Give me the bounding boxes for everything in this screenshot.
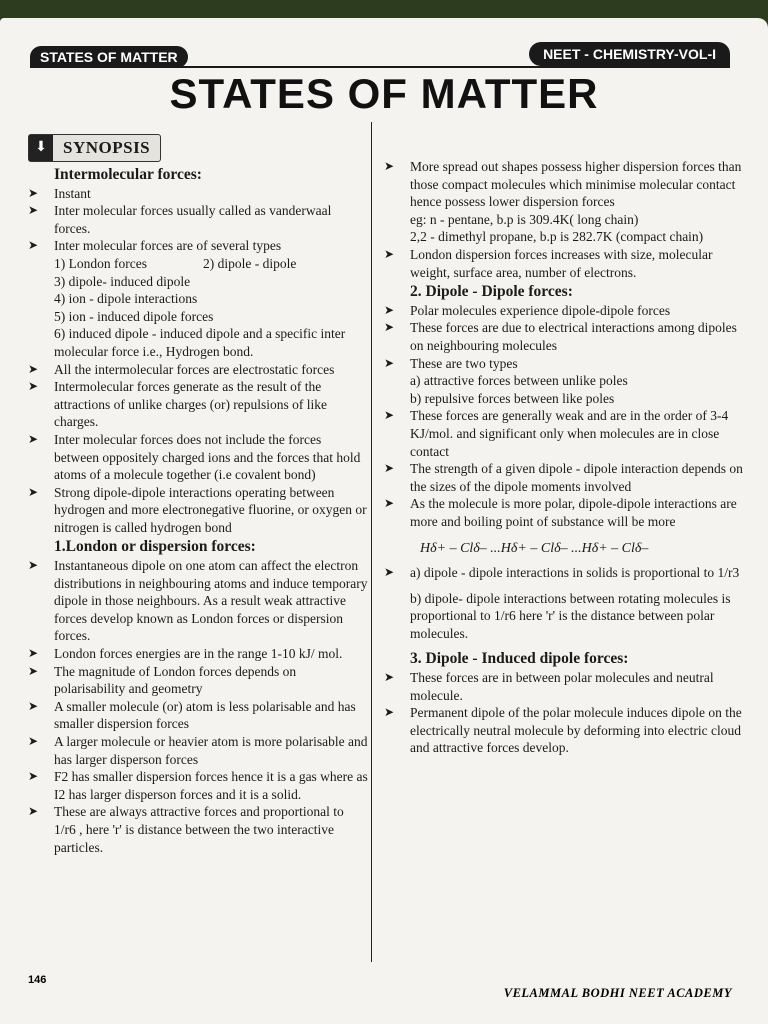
bullet: ➤ Permanent dipole of the polar molecule induces dipole on the electrically neutral molecule by deforming into electric cloud and attractive forces develop. — [384, 705, 742, 756]
bullet: ➤ These are two types — [384, 355, 518, 371]
column-divider — [371, 122, 372, 962]
subsection-heading: 2. Dipole - Dipole forces: — [410, 283, 573, 301]
volume-tab: NEET - CHEMISTRY-VOL-I — [529, 42, 730, 66]
list-item: 4) ion - dipole interactions — [54, 291, 198, 307]
bullet-arrow-icon: ➤ — [28, 698, 39, 713]
bullet-arrow-icon: ➤ — [384, 565, 395, 580]
bullet: ➤ Polar molecules experience dipole-dipole forces — [384, 302, 671, 318]
list-item: a) attractive forces between unlike poles — [410, 373, 628, 389]
bullet-arrow-icon: ➤ — [28, 646, 39, 661]
header-rule — [30, 66, 730, 68]
example-line: eg: n - pentane, b.p is 309.4K( long chain) — [410, 211, 639, 227]
bullet: ➤ Inter molecular forces usually called as vanderwaal forces. — [28, 203, 332, 236]
synopsis-label: SYNOPSIS — [63, 138, 151, 158]
synopsis-badge — [28, 134, 161, 162]
bullet: ➤ Strong dipole-dipole interactions operating between hydrogen and more electronegative fluorine, or oxygen or nitrogen is called hydrogen bond — [28, 484, 367, 535]
list-item: 1) London forces 2) dipole - dipole — [54, 255, 297, 271]
bullet-arrow-icon: ➤ — [28, 361, 39, 376]
publisher-footer: VELAMMAL BODHI NEET ACADEMY — [503, 986, 732, 1000]
bullet: ➤ A larger molecule or heavier atom is more polarisable and has larger disperson forces — [28, 734, 368, 767]
bullet: ➤ Inter molecular forces does not include the forces between oppositely charged ions and the forces that hold atoms of a molecule together (i.e covalent bond) — [28, 431, 361, 483]
page-title: STATES OF MATTER — [169, 70, 599, 117]
bullet: ➤ Intermolecular forces generate as the result of the attractions of unlike charges (or) repulsions of like charges. — [28, 379, 328, 430]
bullet: ➤ The strength of a given dipole - dipole interaction depends on the sizes of the dipole moments involved — [384, 461, 743, 494]
bullet: ➤ These forces are generally weak and are in the order of 3-4 KJ/mol. and significant only when molecules are in close contact — [384, 408, 729, 459]
bullet-arrow-icon: ➤ — [384, 461, 395, 476]
bullet: ➤ a) dipole - dipole interactions in solids is proportional to 1/r3 — [384, 565, 740, 581]
bullet-arrow-icon: ➤ — [28, 558, 39, 573]
left-column — [28, 134, 368, 856]
list-item: 6) induced dipole - induced dipole and a specific inter molecular force i.e., Hydrogen bond. — [54, 326, 346, 359]
bullet-arrow-icon: ➤ — [384, 320, 395, 335]
bullet: ➤ Instant — [28, 185, 91, 201]
subsection-heading: 3. Dipole - Induced dipole forces: — [410, 650, 629, 668]
chapter-tab: STATES OF MATTER — [30, 46, 188, 68]
bullet-arrow-icon: ➤ — [28, 804, 39, 819]
subsection-heading: 1.London or dispersion forces: — [54, 538, 256, 556]
bullet-arrow-icon: ➤ — [384, 159, 395, 173]
bullet-arrow-icon: ➤ — [28, 734, 39, 748]
bullet: ➤ These forces are due to electrical interactions among dipoles on neighbouring molecules — [384, 320, 737, 353]
page-number: 146 — [28, 974, 47, 986]
bullet: ➤ F2 has smaller dispersion forces hence it is a gas where as I2 has larger disperson forces and it is a solid. — [28, 769, 368, 802]
list-item: b) dipole- dipole interactions between rotating molecules is proportional to 1/r6 here 'r' is the distance between polar molecules. — [410, 590, 731, 641]
bullet-arrow-icon: ➤ — [384, 246, 395, 261]
right-column — [384, 158, 744, 757]
bullet: ➤ Instantaneous dipole on one atom can affect the electron distributions in neighbouring atoms and induce temporary dipole in those neighbours. As a result weak attractive forces develop known as London forces or dispersion forces. — [28, 558, 368, 644]
bullet-arrow-icon: ➤ — [28, 379, 39, 394]
bullet: ➤ A smaller molecule (or) atom is less polarisable and has smaller dispersion forces — [28, 698, 356, 732]
bullet: ➤ The magnitude of London forces depends on polarisability and geometry — [28, 663, 297, 697]
list-item: 5) ion - induced dipole forces — [54, 308, 214, 324]
bullet: ➤ All the intermolecular forces are electrostatic forces — [28, 361, 335, 377]
bullet-arrow-icon: ➤ — [28, 663, 39, 678]
bullet: ➤ Inter molecular forces are of several types — [28, 238, 282, 254]
bullet: ➤ London forces energies are in the range 1-10 kJ/ mol. — [28, 646, 343, 662]
bullet-arrow-icon: ➤ — [384, 496, 395, 511]
bullet-arrow-icon: ➤ — [28, 484, 39, 499]
bullet: ➤ These are always attractive forces and proportional to 1/r6 , here 'r' is distance between the two interactive particles. — [28, 804, 344, 855]
bullet: ➤ London dispersion forces increases with size, molecular weight, surface area, number of electrons. — [384, 246, 713, 280]
bullet-arrow-icon: ➤ — [384, 355, 395, 370]
textbook-page — [0, 18, 768, 1024]
list-item: b) repulsive forces between like poles — [410, 390, 615, 406]
bullet-arrow-icon: ➤ — [28, 769, 39, 784]
bullet-arrow-icon: ➤ — [384, 670, 395, 685]
bullet-arrow-icon: ➤ — [28, 203, 39, 218]
bullet-arrow-icon: ➤ — [384, 408, 395, 423]
bullet-arrow-icon: ➤ — [28, 185, 39, 200]
bullet: ➤ These forces are in between polar molecules and neutral molecule. — [384, 670, 714, 703]
bullet-arrow-icon: ➤ — [384, 302, 395, 317]
section-heading: Intermolecular forces: — [54, 166, 202, 183]
list-item: 3) dipole- induced dipole — [54, 273, 191, 289]
arrow-down-icon: ⬇ — [29, 135, 53, 161]
bullet: ➤ More spread out shapes possess higher dispersion forces than those compact molecules which minimise molecular contact hence possess lower dispersion forces — [384, 159, 742, 210]
bullet: ➤ As the molecule is more polar, dipole-dipole interactions are more and boiling point of substance will be more — [384, 496, 737, 529]
bullet-arrow-icon: ➤ — [28, 431, 39, 446]
example-line: 2,2 - dimethyl propane, b.p is 282.7K (compact chain) — [410, 229, 704, 245]
bullet-arrow-icon: ➤ — [28, 238, 39, 253]
bullet-arrow-icon: ➤ — [384, 705, 395, 720]
formula: Hδ+ – Clδ– ...Hδ+ – Clδ– ...Hδ+ – Clδ– — [420, 541, 649, 557]
